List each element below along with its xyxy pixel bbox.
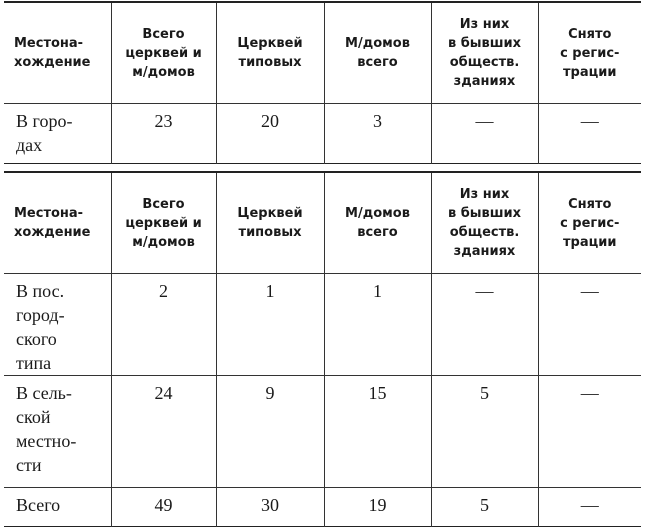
- table-row-total: [4, 488, 641, 527]
- cell-deregistered: —: [538, 274, 641, 376]
- cell-prayer-houses: 1: [324, 274, 431, 376]
- cell-total: 49: [111, 488, 216, 527]
- header-typical: Церквей типовых: [216, 172, 324, 274]
- header-typical: Церквей типовых: [216, 2, 324, 104]
- cell-typical: 9: [216, 376, 324, 488]
- header-total: Всего церквей и м/домов: [111, 2, 216, 104]
- cell-typical: 30: [216, 488, 324, 527]
- header-total: Всего церквей и м/домов: [111, 172, 216, 274]
- cell-former-public: 5: [431, 488, 538, 527]
- header-row: [4, 172, 641, 274]
- header-row: [4, 2, 641, 104]
- cell-location: В горо- дах: [4, 104, 111, 164]
- stats-table-bottom: [4, 171, 641, 527]
- cell-prayer-houses: 3: [324, 104, 431, 164]
- header-deregistered: Снято с регис- трации: [538, 172, 641, 274]
- cell-former-public: 5: [431, 376, 538, 488]
- cell-deregistered: —: [580, 111, 599, 131]
- cell-location: В сель- ской местно- сти: [4, 376, 111, 488]
- cell-location: Всего: [4, 488, 111, 527]
- header-location: Местона- хождение: [4, 2, 111, 104]
- table-row: [4, 104, 641, 164]
- cell-former-public: —: [431, 104, 538, 164]
- table-row: [4, 376, 641, 488]
- cell-former-public: —: [431, 274, 538, 376]
- header-deregistered: Снято с регис- трации: [538, 2, 641, 104]
- cell-prayer-houses: 19: [324, 488, 431, 527]
- cell-location: В пос. город- ского типа: [4, 274, 111, 376]
- cell-prayer-houses: 15: [324, 376, 431, 488]
- stats-table-top: [4, 1, 641, 164]
- cell-deregistered: —: [580, 495, 599, 515]
- header-prayer-houses: М/домов всего: [324, 2, 431, 104]
- cell-total: 23: [111, 104, 216, 164]
- header-former-public: Из них в бывших обществ. зданиях: [431, 2, 538, 104]
- cell-total: 2: [111, 274, 216, 376]
- header-former-public: Из них в бывших обществ. зданиях: [431, 172, 538, 274]
- table-row: [4, 274, 641, 376]
- cell-typical: 1: [216, 274, 324, 376]
- cell-typical: 20: [216, 104, 324, 164]
- header-location: Местона- хождение: [4, 172, 111, 274]
- cell-deregistered: —: [538, 376, 641, 488]
- cell-total: 24: [111, 376, 216, 488]
- header-prayer-houses: М/домов всего: [324, 172, 431, 274]
